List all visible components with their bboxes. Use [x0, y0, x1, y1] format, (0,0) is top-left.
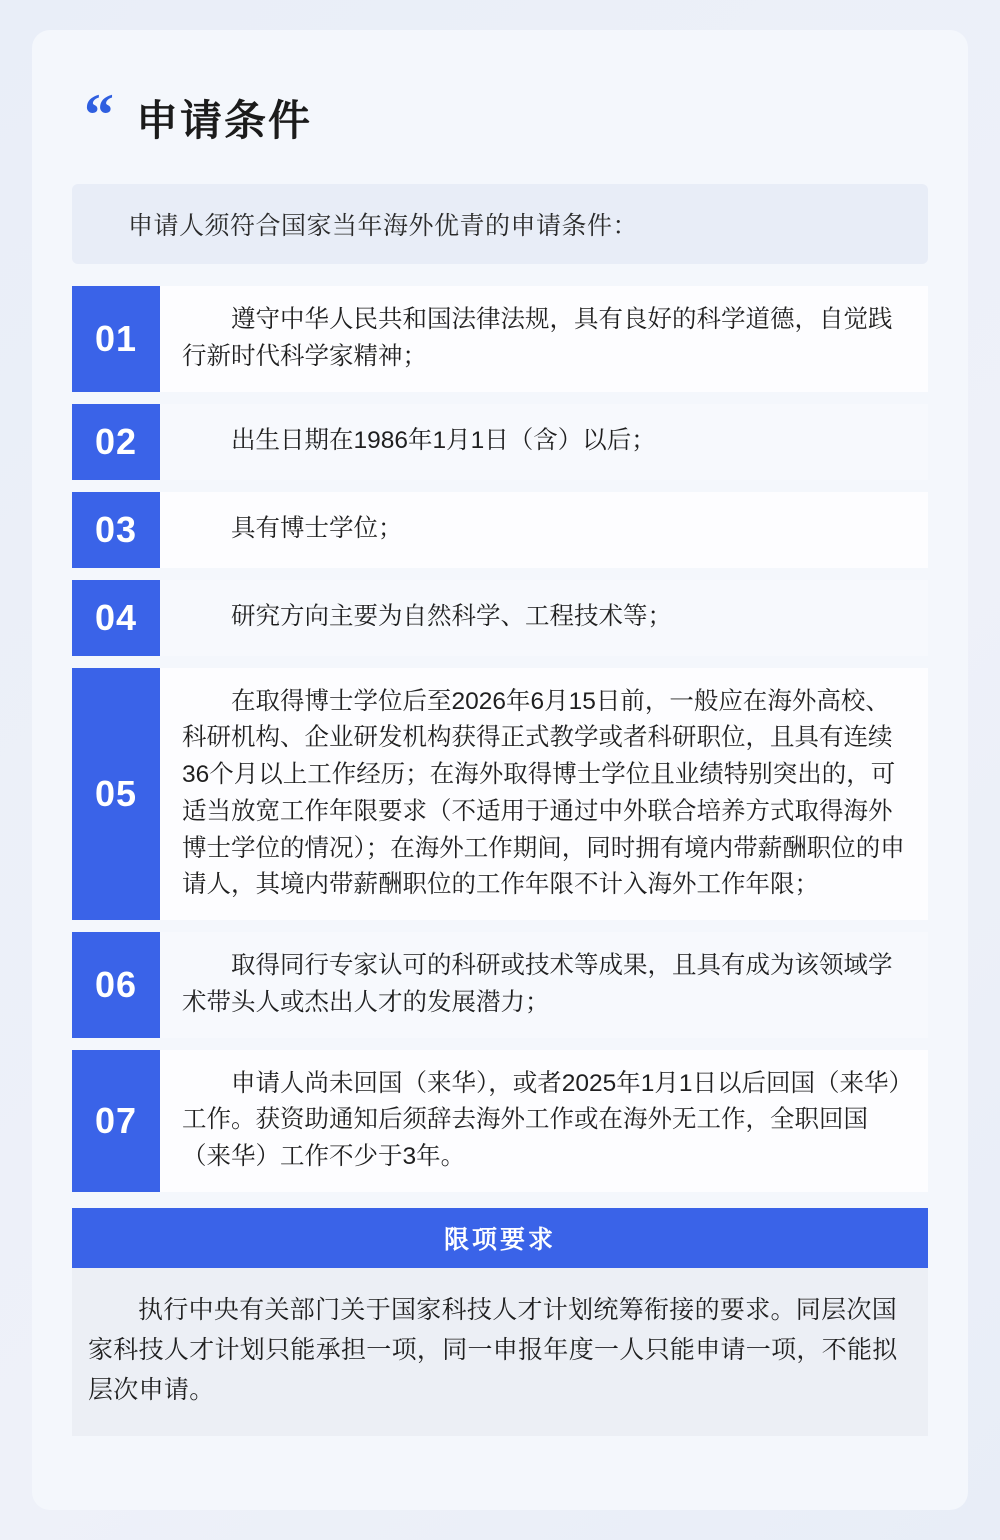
list-item — [72, 1050, 928, 1192]
list-item-number: 05 — [72, 668, 160, 921]
list-item — [72, 492, 928, 568]
section-banner: 限项要求 — [72, 1208, 928, 1268]
list-item-text: 研究方向主要为自然科学、工程技术等； — [231, 603, 672, 631]
intro-text: 申请人须符合国家当年海外优青的申请条件： — [72, 184, 928, 264]
list-item-text: 具有博士学位； — [231, 515, 403, 543]
list-item-text: 遵守中华人民共和国法律法规，具有良好的科学道德，自觉践行新时代科学家精神； — [182, 306, 893, 370]
list-item-number: 07 — [72, 1050, 160, 1192]
content-card — [32, 30, 968, 1510]
list-item-number: 06 — [72, 932, 160, 1038]
section-note: 执行中央有关部门关于国家科技人才计划统筹衔接的要求。同层次国家科技人才计划只能承担一项，同一申报年度一人只能申请一项，不能拟层次申请。 — [72, 1268, 928, 1436]
header — [72, 82, 928, 148]
list-item-text: 在取得博士学位后至2026年6月15日前，一般应在海外高校、科研机构、企业研发机构获得正式教学或者科研职位，且具有连续36个月以上工作经历；在海外取得博士学位且业绩特别突出的，可适当放宽工作年限要求（不适用于通过中外联合培养方式取得海外博士学位的情况）；在海外工作期间，同时拥有境内带薪酬职位的申请人，其境内带薪酬职位的工作年限不计入海外工作年限； — [182, 687, 905, 899]
list-item-number: 04 — [72, 580, 160, 656]
list-item-number: 02 — [72, 404, 160, 480]
list-item-text: 出生日期在1986年1月1日（含）以后； — [231, 427, 656, 455]
list-item — [72, 404, 928, 480]
list-item — [72, 932, 928, 1038]
conditions-list — [72, 286, 928, 1192]
quote-icon: “ — [84, 82, 114, 148]
list-item-text: 取得同行专家认可的科研或技术等成果，且具有成为该领域学术带头人或杰出人才的发展潜力； — [182, 952, 893, 1016]
list-item — [72, 286, 928, 392]
page-title: 申请条件 — [136, 97, 313, 144]
list-item-number: 03 — [72, 492, 160, 568]
list-item — [72, 580, 928, 656]
list-item-number: 01 — [72, 286, 160, 392]
list-item-text: 申请人尚未回国（来华），或者2025年1月1日以后回国（来华）工作。获资助通知后须辞去海外工作或在海外无工作，全职回国（来华）工作不少于3年。 — [182, 1069, 914, 1170]
list-item — [72, 668, 928, 921]
